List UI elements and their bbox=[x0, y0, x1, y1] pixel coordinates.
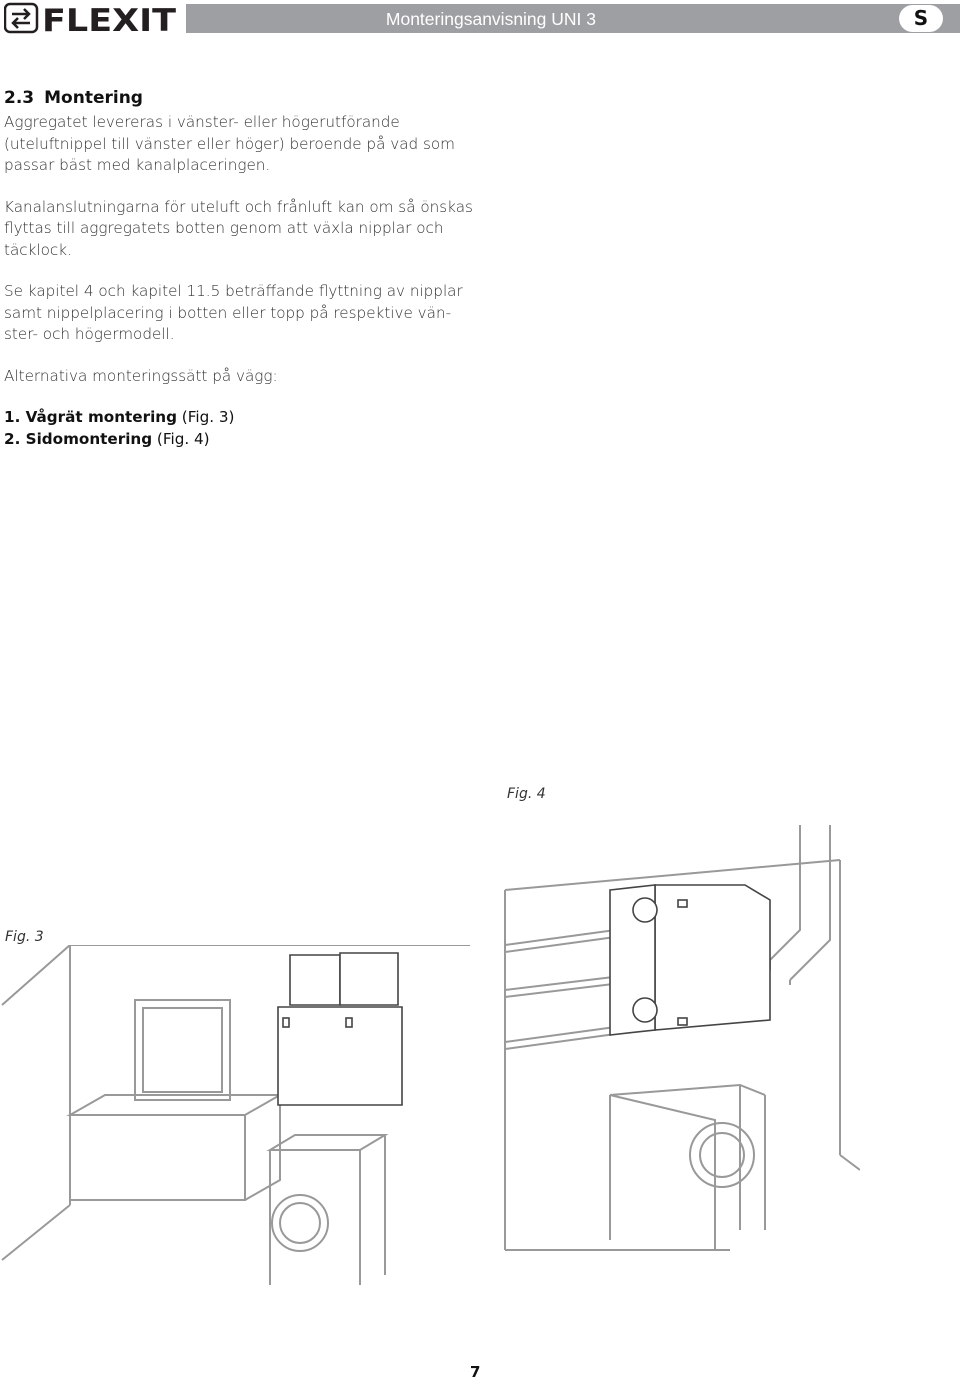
washing-machine bbox=[610, 1085, 765, 1250]
ventilation-unit bbox=[278, 953, 402, 1105]
cabinet bbox=[70, 1095, 280, 1200]
figure-4-label: Fig. 4 bbox=[507, 786, 546, 802]
paragraph-duct-connections: Kanalanslutningarna för uteluft och frånluft kan om så önskas flyttas till aggregatets botten genom att växla nipplar och täcklock. bbox=[4, 197, 473, 259]
section-heading bbox=[4, 88, 474, 108]
language-badge: S bbox=[899, 5, 943, 32]
page-header bbox=[0, 0, 960, 38]
header-bar bbox=[186, 4, 960, 33]
figure-3-illustration bbox=[0, 945, 470, 1285]
option-side: 2. Sidomontering (Fig. 4) bbox=[4, 429, 210, 448]
ventilation-unit bbox=[610, 885, 770, 1035]
paragraph-delivery: Aggregatet levereras i vänster- eller högerutförande (uteluftnippel till vänster eller höger) beroende på vad som passar bäst med kanalplaceringen. bbox=[4, 113, 455, 174]
washing-machine bbox=[270, 1135, 385, 1285]
figure-3-label: Fig. 3 bbox=[5, 929, 44, 945]
paragraph-mounting-options: Alternativa monteringssätt på vägg: bbox=[4, 366, 278, 385]
option-horizontal: 1. Vågrät montering (Fig. 3) bbox=[4, 408, 235, 426]
paragraph-chapter-reference: Se kapitel 4 och kapitel 11.5 beträffande flyttning av nipplar samt nippelplacering i botten eller topp på respektive vän- ster- och högermodell. bbox=[4, 282, 463, 343]
flexit-logo bbox=[4, 1, 184, 35]
figure-4-illustration bbox=[500, 820, 860, 1260]
window bbox=[135, 1000, 230, 1100]
main-content bbox=[4, 88, 474, 450]
document-title: Monteringsanvisning UNI 3 bbox=[385, 9, 596, 29]
brand-name: FLEXIT bbox=[42, 3, 176, 35]
section-title: Montering bbox=[44, 88, 143, 108]
section-number: 2.3 bbox=[4, 88, 35, 108]
page-number: 7 bbox=[470, 1363, 481, 1381]
